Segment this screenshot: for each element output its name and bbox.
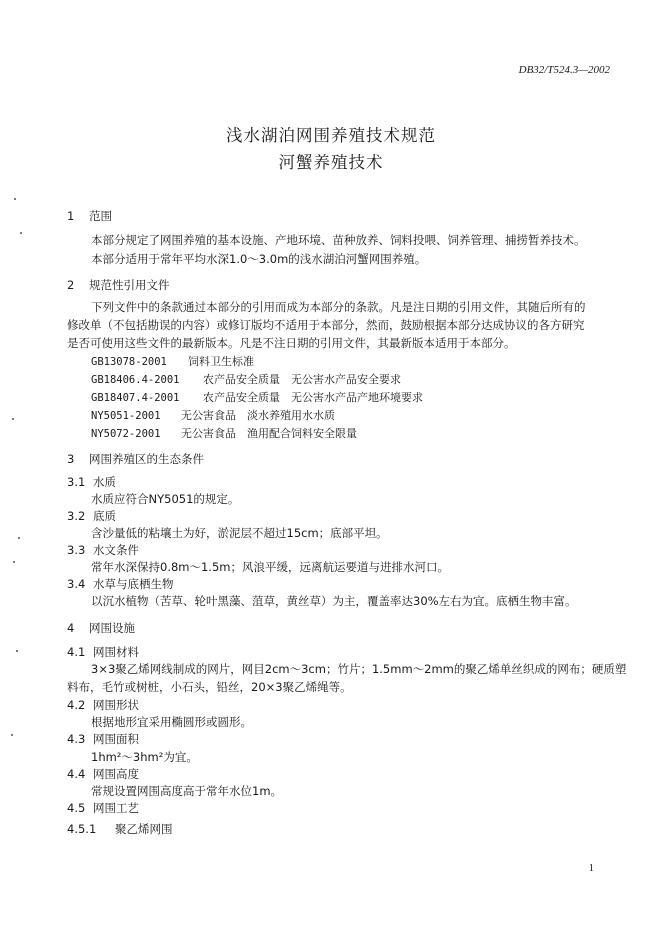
scan-speck: [11, 734, 13, 736]
reference-item: NY5072-2001 无公害食品 渔用配合饲料安全限量: [91, 427, 357, 440]
reference-item: NY5051-2001 无公害食品 淡水养殖用水水质: [91, 409, 335, 422]
subsection-text: 以沉水植物（苦草、轮叶黑藻、菹草，黄丝草）为主，覆盖率达30%左右为宜。底栖生物丰富。: [91, 594, 577, 608]
subsection-text: 水质应符合NY5051的规定。: [91, 492, 240, 506]
section-1-heading: 1 范围: [67, 209, 112, 223]
section-2-heading: 2 规范性引用文件: [67, 278, 170, 292]
subsection-heading: 3.2 底质: [67, 509, 116, 523]
section-1-paragraph-1: 本部分规定了网围养殖的基本设施、产地环境、苗种放养、饲料投喂、饲养管理、捕捞暂养技术。: [91, 233, 586, 247]
subsection-text: 常年水深保持0.8m～1.5m；风浪平缓，远离航运要道与进排水河口。: [91, 560, 449, 574]
subsection-heading: 4.4 网围高度: [67, 767, 139, 781]
document-title: 浅水湖泊网围养殖技术规范: [226, 126, 436, 145]
subsection-text: 含沙量低的粘壤土为好，淤泥层不超过15cm；底部平坦。: [91, 526, 388, 540]
document-subtitle: 河蟹养殖技术: [278, 153, 384, 172]
subsection-text: 根据地形宜采用椭圆形或圆形。: [91, 715, 252, 729]
scan-speck: [20, 232, 22, 234]
subsection-heading: 3.1 水质: [67, 475, 116, 489]
reference-item: GB18406.4-2001 农产品安全质量 无公害水产品安全要求: [91, 373, 401, 386]
reference-item: GB18407.4-2001 农产品安全质量 无公害水产品产地环境要求: [91, 391, 423, 404]
scan-speck: [14, 198, 16, 200]
section-4-heading: 4 网围设施: [67, 621, 135, 635]
scan-speck: [12, 418, 14, 420]
section-3-heading: 3 网围养殖区的生态条件: [67, 452, 204, 466]
subsection-text-line-2: 料布，毛竹或树桩，小石头，铅丝，20×3聚乙烯绳等。: [67, 680, 352, 694]
subsection-heading: 3.4 水草与底栖生物: [67, 577, 174, 591]
subsection-heading: 4.1 网围材料: [67, 645, 139, 659]
scan-speck: [16, 650, 18, 652]
subsubsection-heading: 4.5.1 聚乙烯网围: [67, 822, 173, 836]
subsection-text: 常规设置网围高度高于常年水位1m。: [91, 784, 283, 798]
section-2-paragraph-line-2: 修改单（不包括勘误的内容）或修订版均不适用于本部分，然而，鼓励根据本部分达成协议的各方研究: [67, 318, 585, 332]
subsection-heading: 4.3 网围面积: [67, 732, 139, 746]
subsection-heading: 4.2 网围形状: [67, 698, 139, 712]
section-2-paragraph-line-3: 是否可使用这些文件的最新版本。凡是不注日期的引用文件，其最新版本适用于本部分。: [67, 336, 516, 350]
reference-item: GB13078-2001 饲料卫生标准: [91, 355, 254, 368]
page-number: 1: [588, 862, 594, 874]
scan-speck: [13, 561, 15, 563]
subsection-heading: 3.3 水文条件: [67, 543, 139, 557]
standard-number: DB32/T524.3—2002: [518, 64, 610, 76]
subsection-heading: 4.5 网围工艺: [67, 801, 139, 815]
section-1-paragraph-2: 本部分适用于常年平均水深1.0～3.0m的浅水湖泊河蟹网围养殖。: [91, 252, 427, 266]
subsection-text-line-1: 3×3聚乙烯网线制成的网片，网目2cm～3cm；竹片；1.5mm～2mm的聚乙烯单丝织成的网布；硬质塑: [91, 662, 627, 676]
subsection-text: 1hm²～3hm²为宜。: [91, 750, 198, 764]
scan-speck: [18, 537, 20, 539]
section-2-paragraph-line-1: 下列文件中的条款通过本部分的引用而成为本部分的条款。凡是注日期的引用文件，其随后所有的: [91, 300, 586, 314]
